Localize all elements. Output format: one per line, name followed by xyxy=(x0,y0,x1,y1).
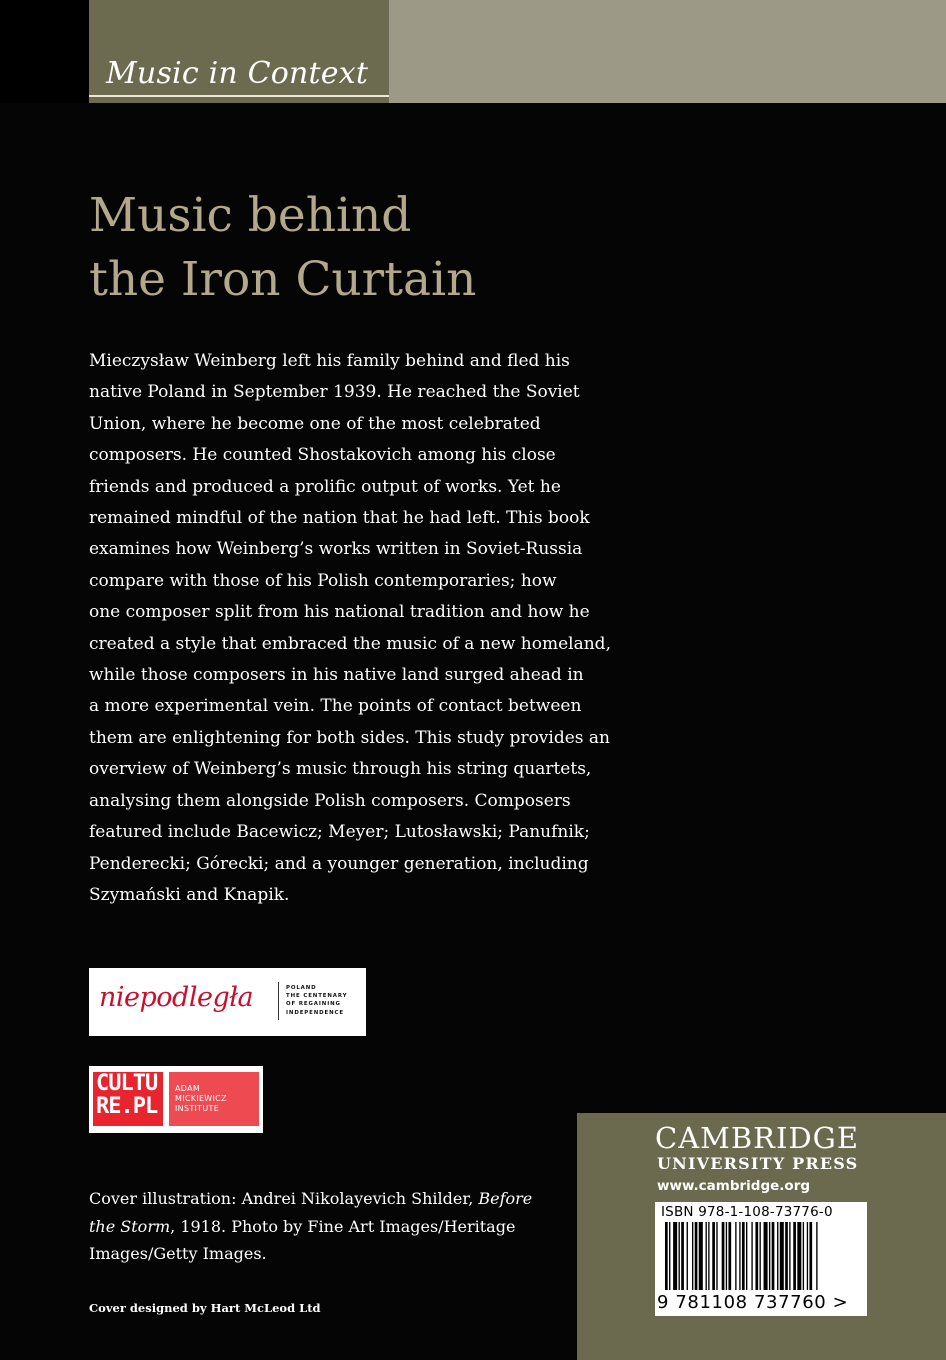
credit-line: Images/Getty Images. xyxy=(89,1244,267,1263)
barcode-bar xyxy=(797,1222,801,1290)
barcode-bar xyxy=(708,1222,709,1290)
barcode-bar xyxy=(746,1222,747,1290)
culture-pl-mark xyxy=(93,1072,163,1126)
blurb-line: created a style that embraced the music of a new homeland, xyxy=(89,633,611,654)
publisher-url: www.cambridge.org xyxy=(657,1178,811,1194)
series-banner xyxy=(0,0,946,103)
barcode-bar xyxy=(809,1222,812,1290)
series-underline xyxy=(89,95,389,97)
blurb-line: native Poland in September 1939. He reached the Soviet xyxy=(89,382,580,403)
credit-text: , 1918. Photo by Fine Art Images/Heritage xyxy=(170,1216,516,1236)
barcode-bar xyxy=(785,1222,788,1290)
barcode-bar xyxy=(695,1222,698,1290)
blurb-line: Mieczysław Weinberg left his family behind and fled his xyxy=(89,351,570,371)
book-title-line: Music behind xyxy=(89,188,412,243)
barcode-digits: 9 781108 737760 > xyxy=(657,1292,849,1313)
barcode-bar xyxy=(706,1222,707,1290)
series-banner-light-panel xyxy=(389,0,946,103)
barcode-bar xyxy=(769,1222,770,1290)
niepodlegla-caption-line: OF REGAINING xyxy=(286,1001,341,1008)
barcode-bar xyxy=(692,1222,693,1290)
credit-text: Cover illustration: Andrei Nikolayevich Shilder, xyxy=(89,1189,479,1208)
blurb-line: friends and produced a prolific output of works. Yet he xyxy=(89,476,561,497)
niepodlegla-logo xyxy=(89,968,366,1036)
barcode-bar xyxy=(681,1222,684,1290)
barcode-bar xyxy=(764,1222,768,1290)
credit-artwork-title: Before xyxy=(478,1189,533,1208)
book-title-line: the Iron Curtain xyxy=(89,252,477,307)
barcode-bar xyxy=(673,1222,677,1290)
blurb-line: compare with those of his Polish contemporaries; how xyxy=(89,570,557,591)
culture-pl-logo xyxy=(89,1066,263,1133)
barcode-bar xyxy=(728,1222,731,1290)
niepodlegla-caption-line: THE CENTENARY xyxy=(286,993,348,1000)
credit-line xyxy=(89,1185,559,1213)
blurb-line: them are enlightening for both sides. This study provides an xyxy=(89,727,610,748)
blurb-line: one composer split from his national tradition and how he xyxy=(89,602,590,623)
blurb-line: examines how Weinberg’s works written in Soviet-Russia xyxy=(89,539,583,560)
cover-illustration-credit xyxy=(89,1185,559,1268)
barcode-bar xyxy=(726,1222,727,1290)
barcode-bars xyxy=(659,1222,863,1292)
barcode-bar xyxy=(687,1222,688,1290)
blurb-line: while those composers in his native land surged ahead in xyxy=(89,665,584,686)
barcode-bar xyxy=(772,1222,775,1290)
blurb-line: featured include Bacewicz; Meyer; Lutosławski; Panufnik; xyxy=(89,822,590,843)
niepodlegla-caption xyxy=(286,984,347,1017)
publisher-press: UNIVERSITY PRESS xyxy=(657,1154,859,1173)
institute-line: ADAM xyxy=(175,1084,201,1093)
blurb-line: Penderecki; Górecki; and a younger generation, including xyxy=(89,853,589,874)
barcode-bar xyxy=(739,1222,740,1290)
barcode-bar xyxy=(735,1222,736,1290)
barcode-bar xyxy=(679,1222,680,1290)
barcode-bar xyxy=(780,1222,784,1290)
barcode-bar xyxy=(751,1222,752,1290)
blurb-line: overview of Weinberg’s music through his string quartets, xyxy=(89,759,592,780)
barcode-bar xyxy=(789,1222,790,1290)
book-blurb xyxy=(89,346,609,911)
barcode-bar xyxy=(742,1222,745,1290)
institute-line: INSTITUTE xyxy=(175,1104,220,1113)
barcode-bar xyxy=(760,1222,761,1290)
barcode-bar xyxy=(669,1222,670,1290)
institute-line: MICKIEWICZ xyxy=(175,1094,227,1103)
barcode-bar xyxy=(699,1222,703,1290)
barcode-bar xyxy=(665,1222,668,1290)
publisher-name: CAMBRIDGE xyxy=(655,1121,860,1155)
barcode-bar xyxy=(807,1222,808,1290)
blurb-line: a more experimental vein. The points of contact between xyxy=(89,696,582,717)
isbn-label: ISBN 978-1-108-73776-0 xyxy=(661,1204,833,1220)
blurb-line: composers. He counted Shostakovich among his close xyxy=(89,445,556,466)
culture-pl-mark-line: CULTU xyxy=(96,1071,158,1096)
blurb-line: analysing them alongside Polish composers. Composers xyxy=(89,790,571,811)
barcode-bar xyxy=(777,1222,778,1290)
niepodlegla-caption-line: INDEPENDENCE xyxy=(286,1009,344,1016)
adam-mickiewicz-institute-label xyxy=(169,1072,259,1126)
blurb-line: Szymański and Knapik. xyxy=(89,884,290,905)
credit-artwork-title: the Storm xyxy=(89,1216,171,1236)
barcode-bar xyxy=(716,1222,717,1290)
culture-pl-mark-line: RE.PL xyxy=(96,1094,158,1119)
niepodlegla-caption-line: POLAND xyxy=(286,985,317,991)
logo-divider xyxy=(278,982,279,1020)
blurb-line: Union, where he become one of the most celebrated xyxy=(89,413,541,434)
credit-line xyxy=(89,1213,559,1241)
blurb-line: remained mindful of the nation that he had left. This book xyxy=(89,508,590,529)
barcode-bar xyxy=(803,1222,804,1290)
isbn-barcode xyxy=(655,1202,867,1316)
barcode-bar xyxy=(712,1222,715,1290)
barcode-bar xyxy=(722,1222,725,1290)
series-title: Music in Context xyxy=(106,56,369,91)
barcode-bar xyxy=(793,1222,796,1290)
barcode-bar xyxy=(755,1222,758,1290)
cover-designer-credit: Cover designed by Hart McLeod Ltd xyxy=(89,1301,321,1315)
barcode-bar xyxy=(816,1222,817,1290)
niepodlegla-script-logotype: niepodległa xyxy=(99,982,254,1013)
book-title xyxy=(89,184,649,312)
